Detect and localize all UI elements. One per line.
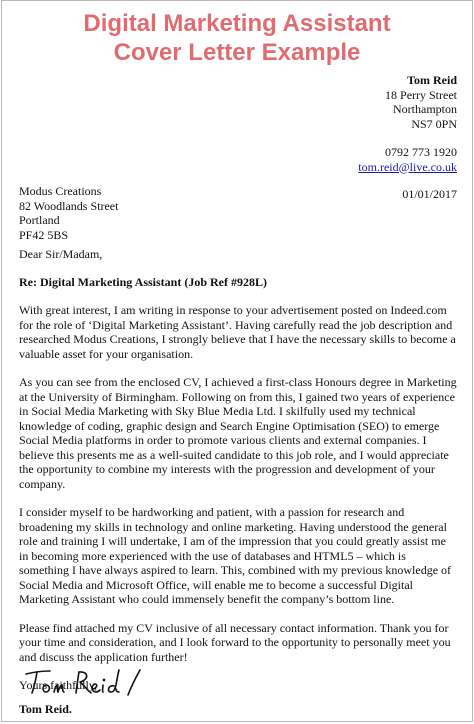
letter-body — [19, 247, 458, 693]
sender-email-link[interactable]: tom.reid@live.co.uk — [358, 159, 457, 174]
recipient-address-block — [19, 184, 118, 242]
recipient-city: Portland — [19, 213, 60, 227]
letter-date: 01/01/2017 — [402, 187, 457, 201]
subject-line: Re: Digital Marketing Assistant (Job Ref #928L) — [19, 274, 267, 289]
closing: Yours faithfully, — [19, 678, 98, 692]
recipient-company: Modus Creations — [19, 184, 102, 198]
sender-address-block — [358, 73, 457, 202]
body-paragraph-4: Please find attached my CV inclusive of all necessary contact information. Thank you for your time and consideration, and I look forward to the opportunity to personally meet you and discuss the application further! — [19, 620, 451, 664]
handwritten-signature — [24, 665, 144, 699]
sender-address-line-1: 18 Perry Street — [385, 87, 457, 102]
body-paragraph-1: With great interest, I am writing in response to your advertisement posted on Indeed.com for the role of ‘Digital Marketing Assistant’. Having carefully read the job description and researched Modus Creations, I strongly believe that I have the necessary skills to become a valuable asset for your organisation. — [19, 303, 456, 361]
signature-icon — [24, 665, 144, 699]
recipient-address-line-1: 82 Woodlands Street — [19, 198, 119, 213]
sender-phone: 0792 773 1920 — [385, 145, 457, 159]
letter-page — [1, 0, 473, 722]
body-paragraph-3: I consider myself to be hardworking and patient, with a passion for research and broadening my skills in technology and online marketing. Having understood the general role and training I will undertake, I am of the impression that you could greatly assist me in becoming more experienced with the use of databases and HTML5 – which is something I have always aspired to learn. This, combined with my previous knowledge of Social Media and Microsoft Office, will enable me to become a successful Digital Marketing Assistant who could immensely benefit the company’s bottom line. — [19, 505, 452, 606]
sender-name: Tom Reid — [407, 73, 457, 87]
title-line-2: Cover Letter Example — [113, 39, 361, 66]
recipient-postcode: PF42 5BS — [19, 227, 69, 242]
signed-name: Tom Reid. — [19, 702, 72, 716]
salutation: Dear Sir/Madam, — [19, 247, 103, 261]
page-title — [2, 9, 472, 67]
body-paragraph-2: As you can see from the enclosed CV, I achieved a first-class Honours degree in Marketing at the University of Birmingham. Following on from this, I gained two years of experience in Social Media Marketing with Sky Blue Media Ltd. I skilfully used my technical knowledge of coding, graphic design and Search Engine Optimisation (SEO) to emerge Social Media platforms in order to promote various clients and external companies. I believe this presents me as a well-suited candidate to this job role, and I would appreciate the opportunity to combine my interests with the progression and development of your company. — [19, 375, 457, 491]
sender-postcode: NS7 0PN — [411, 116, 457, 131]
sender-spacer — [358, 131, 457, 145]
sender-address-line-2: Northampton — [393, 102, 457, 116]
title-line-1: Digital Marketing Assistant — [83, 10, 391, 37]
